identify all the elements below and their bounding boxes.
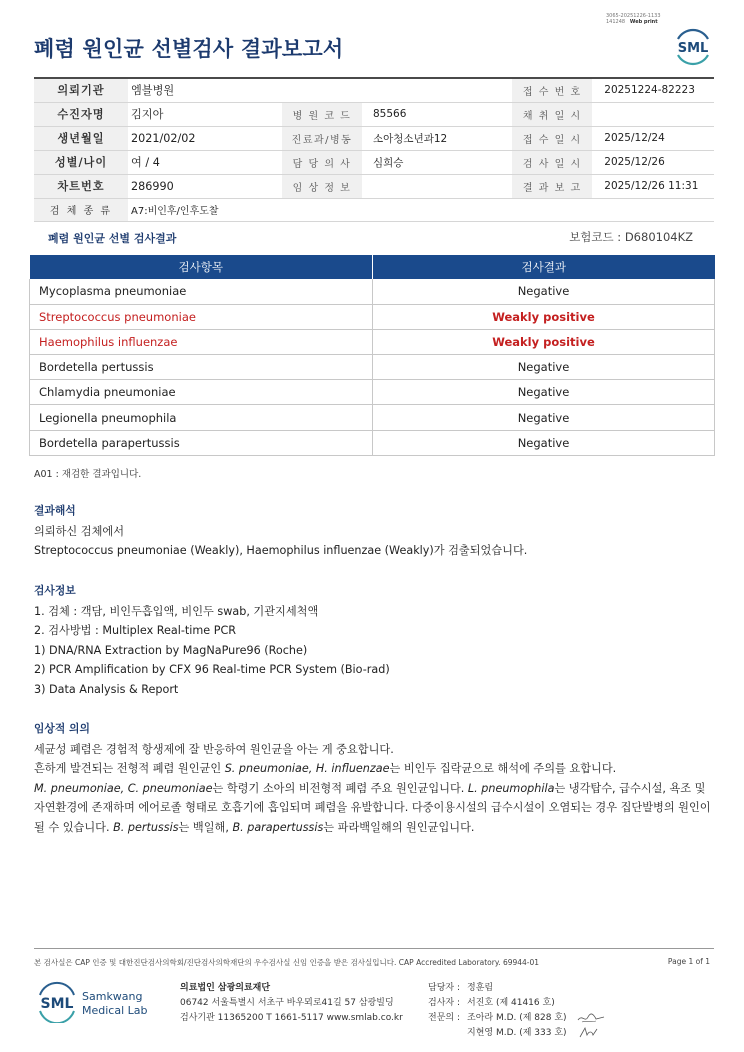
- value-dob: 2021/02/02: [128, 126, 282, 150]
- result-item: Streptococcus pneumoniae: [30, 304, 373, 329]
- result-item: Legionella pneumophila: [30, 405, 373, 430]
- clinical-line: 세균성 폐렴은 경험적 항생제에 잘 반응하여 원인균을 아는 게 중요합니다.: [34, 742, 394, 756]
- value-specimen: A7:비인후/인후도찰: [128, 198, 714, 221]
- clinical-line: M. pneumoniae, C. pneumoniae는 학령기 소아의 비전형적 폐렴 주요 원인균입니다. L. pneumophila는 냉각탑수, 급수시설, 욕조 및: [34, 781, 706, 795]
- table-row: [30, 405, 715, 430]
- label-test-date: 검 사 일 시: [512, 150, 592, 174]
- value-doctor: 심희승: [362, 150, 512, 174]
- result-value: Weakly positive: [373, 304, 715, 329]
- test-info-line: 3) Data Analysis & Report: [34, 682, 179, 696]
- organization-info: [180, 981, 403, 1026]
- clinical-line: 자연환경에 존재하며 에어로졸 형태로 호흡기에 흡입되며 폐렴을 유발합니다. 다중이용시설의 급수시설이 오염되는 경우 집단발병의 원인이: [34, 801, 711, 814]
- test-info-line: 1) DNA/RNA Extraction by MagNaPure96 (Roche): [34, 643, 308, 657]
- samkwang-logo: [36, 981, 156, 1023]
- label-clinical-info: 임 상 정 보: [282, 174, 362, 198]
- accreditation-note: 본 검사실은 CAP 인증 및 대한진단검사의학회/진단검사의학재단의 우수검사실 신임 인증을 받은 검사실입니다. CAP Accredited Laboratory. 69944-01: [34, 958, 540, 967]
- label-dept: 진료과/병동: [282, 126, 362, 150]
- result-value: Negative: [373, 380, 715, 405]
- label-receipt-no: 접 수 번 호: [512, 78, 592, 102]
- label-patient-name: 수진자명: [34, 102, 128, 126]
- staff-list: [428, 981, 567, 1041]
- signature-icon: [576, 1025, 606, 1039]
- document-code-line2: 141248: [606, 19, 626, 25]
- result-item: Chlamydia pneumoniae: [30, 380, 373, 405]
- value-test-date: 2025/12/26: [592, 150, 714, 174]
- value-requesting-org: 엠블병원: [128, 78, 512, 102]
- interpretation-section: [34, 501, 724, 561]
- result-value: Negative: [373, 279, 715, 304]
- label-specimen: 검 체 종 류: [34, 198, 128, 221]
- value-chart-no: 286990: [128, 174, 282, 198]
- table-row: [30, 279, 715, 304]
- footer-logo-line1: Samkwang: [82, 990, 143, 1003]
- label-report-date: 결 과 보 고: [512, 174, 592, 198]
- test-info-line: 2) PCR Amplification by CFX 96 Real-time PCR System (Bio-rad): [34, 663, 390, 676]
- label-chart-no: 차트번호: [34, 174, 128, 198]
- label-doctor: 담 당 의 사: [282, 150, 362, 174]
- clinical-line: 흔하게 발견되는 전형적 폐렴 원인균인 S. pneumoniae, H. influenzae는 비인두 집락균으로 해석에 주의를 요합니다.: [34, 762, 617, 775]
- clinical-significance-title: 임상적 의의: [34, 722, 90, 735]
- result-value: Negative: [373, 405, 715, 430]
- value-receipt-no: 20251224-82223: [592, 78, 714, 102]
- interpretation-line: Streptococcus pneumoniae (Weakly), Haemophilus influenzae (Weakly)가 검출되었습니다.: [34, 544, 528, 557]
- web-print-label: Web print: [629, 19, 658, 25]
- document-code: [606, 13, 661, 25]
- page-number: Page 1 of 1: [667, 957, 710, 966]
- result-item: Bordetella pertussis: [30, 355, 373, 380]
- insurance-code: 보험코드 : D680104KZ: [569, 230, 693, 244]
- result-value: Negative: [373, 430, 715, 455]
- result-item: Mycoplasma pneumoniae: [30, 279, 373, 304]
- document-code-line1: 3065-20251226-1133: [606, 13, 661, 19]
- value-patient-name: 김지아: [128, 102, 282, 126]
- results-section-title: 폐렴 원인균 선별 검사결과: [48, 232, 177, 245]
- value-clinical-info: [362, 174, 512, 198]
- result-item: Haemophilus influenzae: [30, 329, 373, 354]
- value-sex-age: 여 / 4: [128, 150, 282, 174]
- label-receipt-date: 접 수 일 시: [512, 126, 592, 150]
- label-sex-age: 성별/나이: [34, 150, 128, 174]
- sml-logo-text: SML: [677, 41, 709, 56]
- label-hospital-code: 병 원 코 드: [282, 102, 362, 126]
- label-requesting-org: 의뢰기관: [34, 78, 128, 102]
- footer-divider: [34, 948, 714, 949]
- organization-address: 06742 서울특별시 서초구 바우뫼로41길 57 삼광빌딩: [180, 998, 394, 1008]
- column-header-result: 검사결과: [373, 255, 715, 279]
- staff-row: 전문의 : 조아라 M.D. (제 828 호): [428, 1013, 567, 1023]
- retest-note: A01 : 재검한 결과입니다.: [34, 469, 142, 480]
- sml-logo-icon: [672, 25, 714, 67]
- table-row: [30, 430, 715, 455]
- test-info-line: 2. 검사방법 : Multiplex Real-time PCR: [34, 624, 237, 637]
- clinical-significance-section: [34, 719, 724, 837]
- result-value: Negative: [373, 355, 715, 380]
- interpretation-title: 결과해석: [34, 504, 76, 517]
- staff-row: 담당자 : 정훈림: [428, 983, 494, 993]
- table-row: [30, 355, 715, 380]
- value-report-date: 2025/12/26 11:31: [592, 174, 714, 198]
- test-info-section: [34, 581, 724, 699]
- organization-contact: 검사기관 11365200 T 1661-5117 www.smlab.co.kr: [180, 1013, 403, 1023]
- column-header-item: 검사항목: [30, 255, 373, 279]
- result-value: Weakly positive: [373, 329, 715, 354]
- label-dob: 생년월일: [34, 126, 128, 150]
- staff-row: 검사자 : 서진호 (제 41416 호): [428, 998, 555, 1008]
- results-table: [29, 255, 715, 456]
- interpretation-line: 의뢰하신 검체에서: [34, 524, 125, 538]
- footer-logo-line2: Medical Lab: [82, 1004, 148, 1017]
- label-collect-date: 채 취 일 시: [512, 102, 592, 126]
- table-row: [30, 329, 715, 354]
- value-receipt-date: 2025/12/24: [592, 126, 714, 150]
- table-row: [30, 380, 715, 405]
- value-hospital-code: 85566: [362, 102, 512, 126]
- signature-icon: [576, 1011, 606, 1025]
- value-dept: 소아청소년과12: [362, 126, 512, 150]
- table-row: [30, 304, 715, 329]
- footer-logo-mark: SML: [40, 996, 74, 1012]
- clinical-line: 될 수 있습니다. B. pertussis는 백일해, B. parapertussis는 파라백일해의 원인균입니다.: [34, 820, 475, 834]
- test-info-line: 1. 검체 : 객담, 비인두흡입액, 비인두 swab, 기관지세척액: [34, 604, 319, 618]
- page-title: 폐렴 원인균 선별검사 결과보고서: [34, 37, 344, 61]
- value-collect-date: [592, 102, 714, 126]
- result-item: Bordetella parapertussis: [30, 430, 373, 455]
- staff-row: 지현영 M.D. (제 333 호): [467, 1028, 567, 1038]
- organization-name: 의료법인 삼광의료재단: [180, 983, 271, 993]
- test-info-title: 검사정보: [34, 584, 76, 597]
- patient-info-table: [34, 77, 714, 222]
